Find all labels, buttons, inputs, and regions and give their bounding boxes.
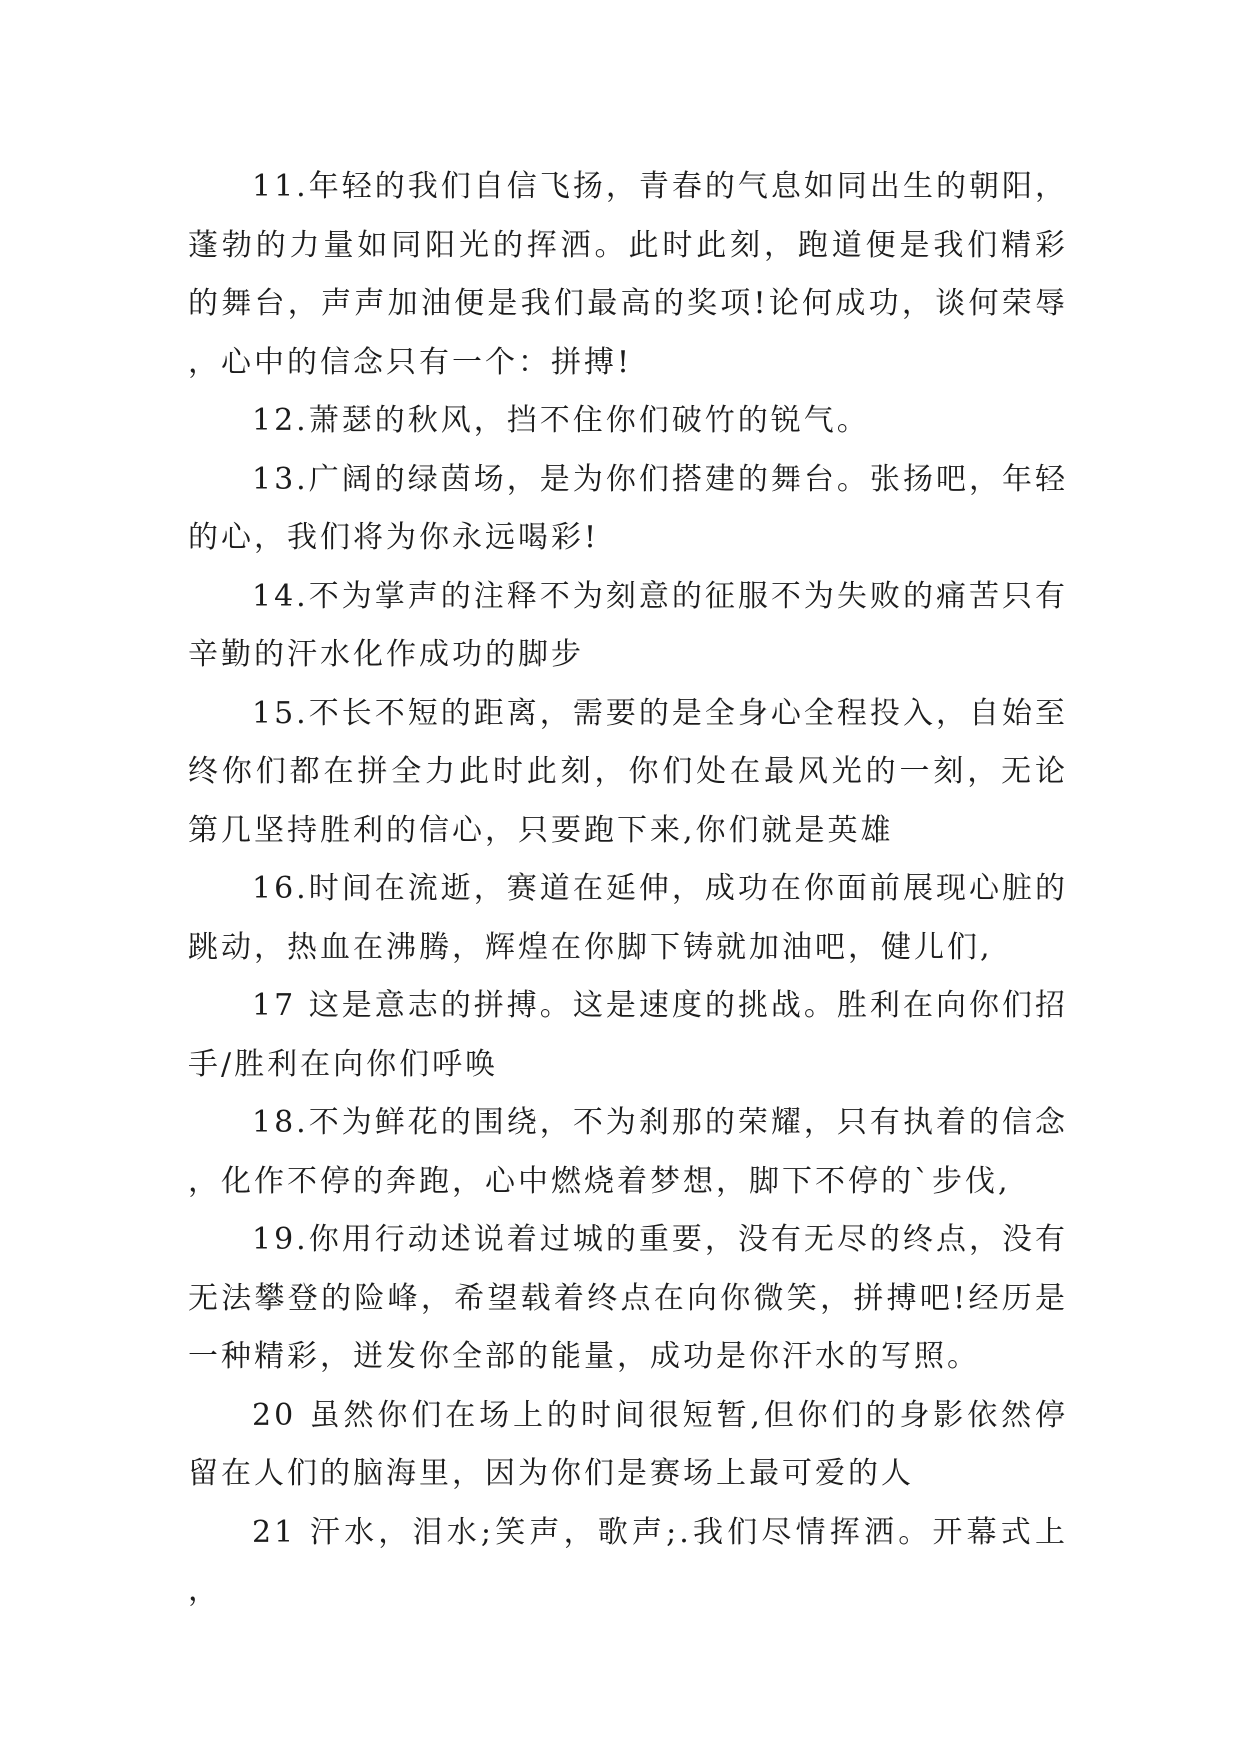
paragraph-11: 11.年轻的我们自信飞扬，青春的气息如同出生的朝阳，蓬勃的力量如同阳光的挥洒。此时此刻，跑道便是我们精彩的舞台，声声加油便是我们最高的奖项!论何成功，谈何荣辱，心中的信念只有一个：拼搏! [188,169,1068,380]
paragraph-17: 17 这是意志的拼搏。这是速度的挑战。胜利在向你们招手/胜利在向你们呼唤 [188,988,1068,1082]
document-body [188,158,1068,1621]
paragraph-18: 18.不为鲜花的围绕，不为刹那的荣耀，只有执着的信念，化作不停的奔跑，心中燃烧着梦想，脚下不停的`步伐, [188,1105,1068,1199]
paragraph-16: 16.时间在流逝，赛道在延伸，成功在你面前展现心脏的跳动，热血在沸腾，辉煌在你脚下铸就加油吧，健儿们, [188,871,1068,965]
paragraph-19: 19.你用行动述说着过城的重要，没有无尽的终点，没有无法攀登的险峰，希望载着终点在向你微笑，拼搏吧!经历是一种精彩，迸发你全部的能量，成功是你汗水的写照。 [188,1222,1068,1374]
paragraph-13: 13.广阔的绿茵场，是为你们搭建的舞台。张扬吧，年轻的心，我们将为你永远喝彩! [188,461,1068,555]
paragraph-12: 12.萧瑟的秋风，挡不住你们破竹的锐气。 [252,403,870,438]
paragraph-21: 21 汗水，泪水;笑声，歌声;.我们尽情挥洒。开幕式上， [188,1514,1068,1608]
paragraph-15: 15.不长不短的距离，需要的是全身心全程投入，自始至终你们都在拼全力此时此刻，你们处在最风光的一刻，无论第几坚持胜利的信心，只要跑下来,你们就是英雄 [188,695,1068,848]
paragraph-20: 20 虽然你们在场上的时间很短暂,但你们的身影依然停留在人们的脑海里，因为你们是赛场上最可爱的人 [188,1397,1068,1491]
paragraph-14: 14.不为掌声的注释不为刻意的征服不为失败的痛苦只有辛勤的汗水化作成功的脚步 [188,578,1068,672]
